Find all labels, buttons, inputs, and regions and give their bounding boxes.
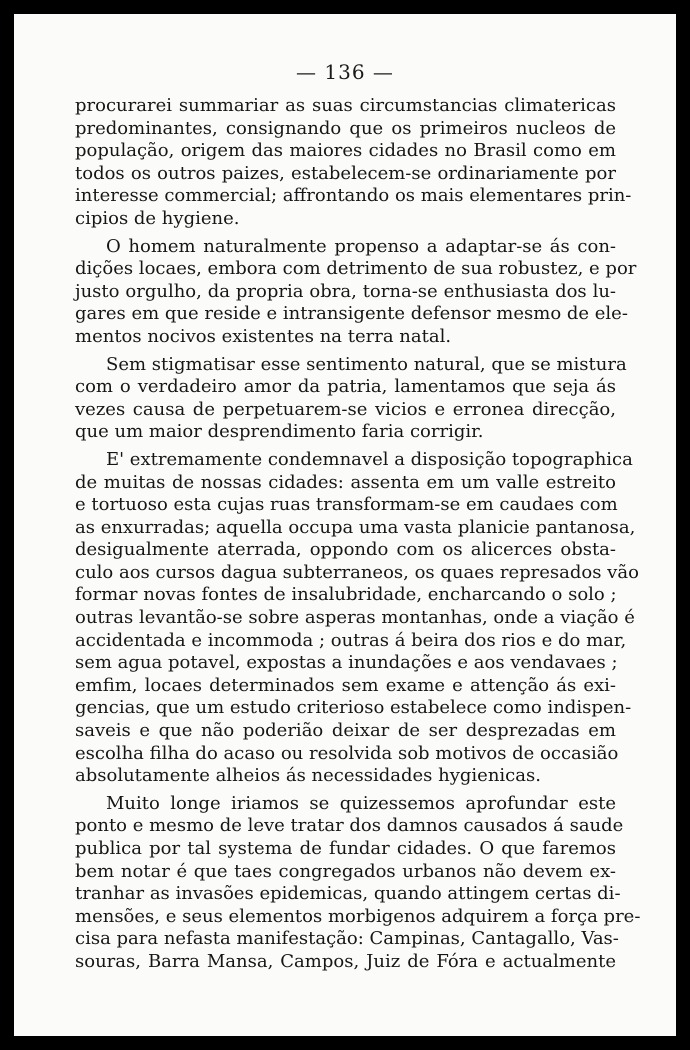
text-line: bem notar é que taes congregados urbanos não devem ex- — [75, 860, 616, 882]
text-line: mensões, e seus elementos morbigenos adquirem a força pre- — [75, 905, 641, 927]
text-line: gencias, que um estudo criterioso estabelece como indispen- — [75, 697, 632, 719]
text-line: souras, Barra Mansa, Campos, Juiz de Fóra e actualmente — [75, 950, 616, 972]
text-line: escolha filha do acaso ou resolvida sob motivos de occasião — [75, 742, 619, 764]
paragraph — [75, 792, 641, 974]
text-line: cisa para nefasta manifestação: Campinas, Cantagallo, Vas- — [75, 928, 619, 950]
text-line: população, origem das maiores cidades no Brasil como em — [75, 140, 616, 162]
text-line: todos os outros paizes, estabelecem-se ordinariamente por — [75, 162, 616, 184]
text-line: interesse commercial; affrontando os mais elementares prin- — [75, 185, 632, 207]
text-line: Muito longe iriamos se quizessemos aprofundar este — [106, 792, 616, 814]
text-line: saveis e que não poderião deixar de ser desprezadas em — [75, 720, 616, 742]
paragraph — [75, 235, 637, 349]
paragraph — [75, 95, 632, 231]
text-line: de muitas de nossas cidades: assenta em um valle estreito — [75, 471, 616, 493]
paragraph — [75, 353, 627, 444]
text-line: O homem naturalmente propenso a adaptar-se ás con- — [106, 235, 616, 257]
text-line: formar novas fontes de insalubridade, encharcando o solo ; — [75, 584, 617, 606]
text-line: tranhar as invasões epidemicas, quando attingem certas di- — [75, 883, 621, 905]
text-line: ponto e mesmo de leve tratar dos damnos causados á saude — [75, 815, 624, 837]
text-line: cipios de hygiene. — [75, 207, 240, 229]
text-line: accidentada e incommoda ; outras á beira dos rios e do mar, — [75, 629, 627, 651]
text-line: desigualmente aterrada, oppondo com os alicerces obsta- — [75, 539, 616, 561]
text-line: culo aos cursos dagua subterraneos, os quaes represados vão — [75, 561, 639, 583]
body-text — [75, 95, 641, 974]
text-line: com o verdadeiro amor da patria, lamentamos que seja ás — [75, 376, 616, 398]
paragraph — [75, 448, 639, 788]
text-line: sem agua potavel, expostas a inundações e aos vendavaes ; — [75, 652, 618, 674]
text-line: predominantes, consignando que os primeiros nucleos de — [75, 117, 616, 139]
text-line: gares em que reside e intransigente defensor mesmo de ele- — [75, 303, 628, 325]
document-page — [14, 14, 676, 1036]
text-line: dições locaes, embora com detrimento de sua robustez, e por — [75, 258, 637, 280]
text-line: procurarei summariar as suas circumstancias climatericas — [75, 95, 616, 116]
text-line: justo orgulho, da propria obra, torna-se enthusiasta dos lu- — [75, 280, 616, 302]
text-line: outras levantão-se sobre asperas montanhas, onde a viação é — [75, 607, 635, 629]
page-number: — 136 — — [296, 60, 394, 84]
text-line: as enxurradas; aquella occupa uma vasta planicie pantanosa, — [75, 516, 636, 538]
text-line: absolutamente alheios ás necessidades hygienicas. — [75, 765, 541, 787]
text-line: E' extremamente condemnavel a disposição topographica — [106, 448, 633, 470]
text-line: emfim, locaes determinados sem exame e attenção ás exi- — [75, 674, 616, 696]
text-line: que um maior desprendimento faria corrigir. — [75, 421, 484, 443]
text-line: e tortuoso esta cujas ruas transformam-se em caudaes com — [75, 494, 618, 516]
text-line: Sem stigmatisar esse sentimento natural, que se mistura — [106, 353, 627, 375]
text-line: mentos nocivos existentes na terra natal. — [75, 325, 452, 347]
text-line: vezes causa de perpetuarem-se vicios e erronea direcção, — [75, 398, 616, 420]
text-line: publica por tal systema de fundar cidades. O que faremos — [75, 838, 616, 859]
